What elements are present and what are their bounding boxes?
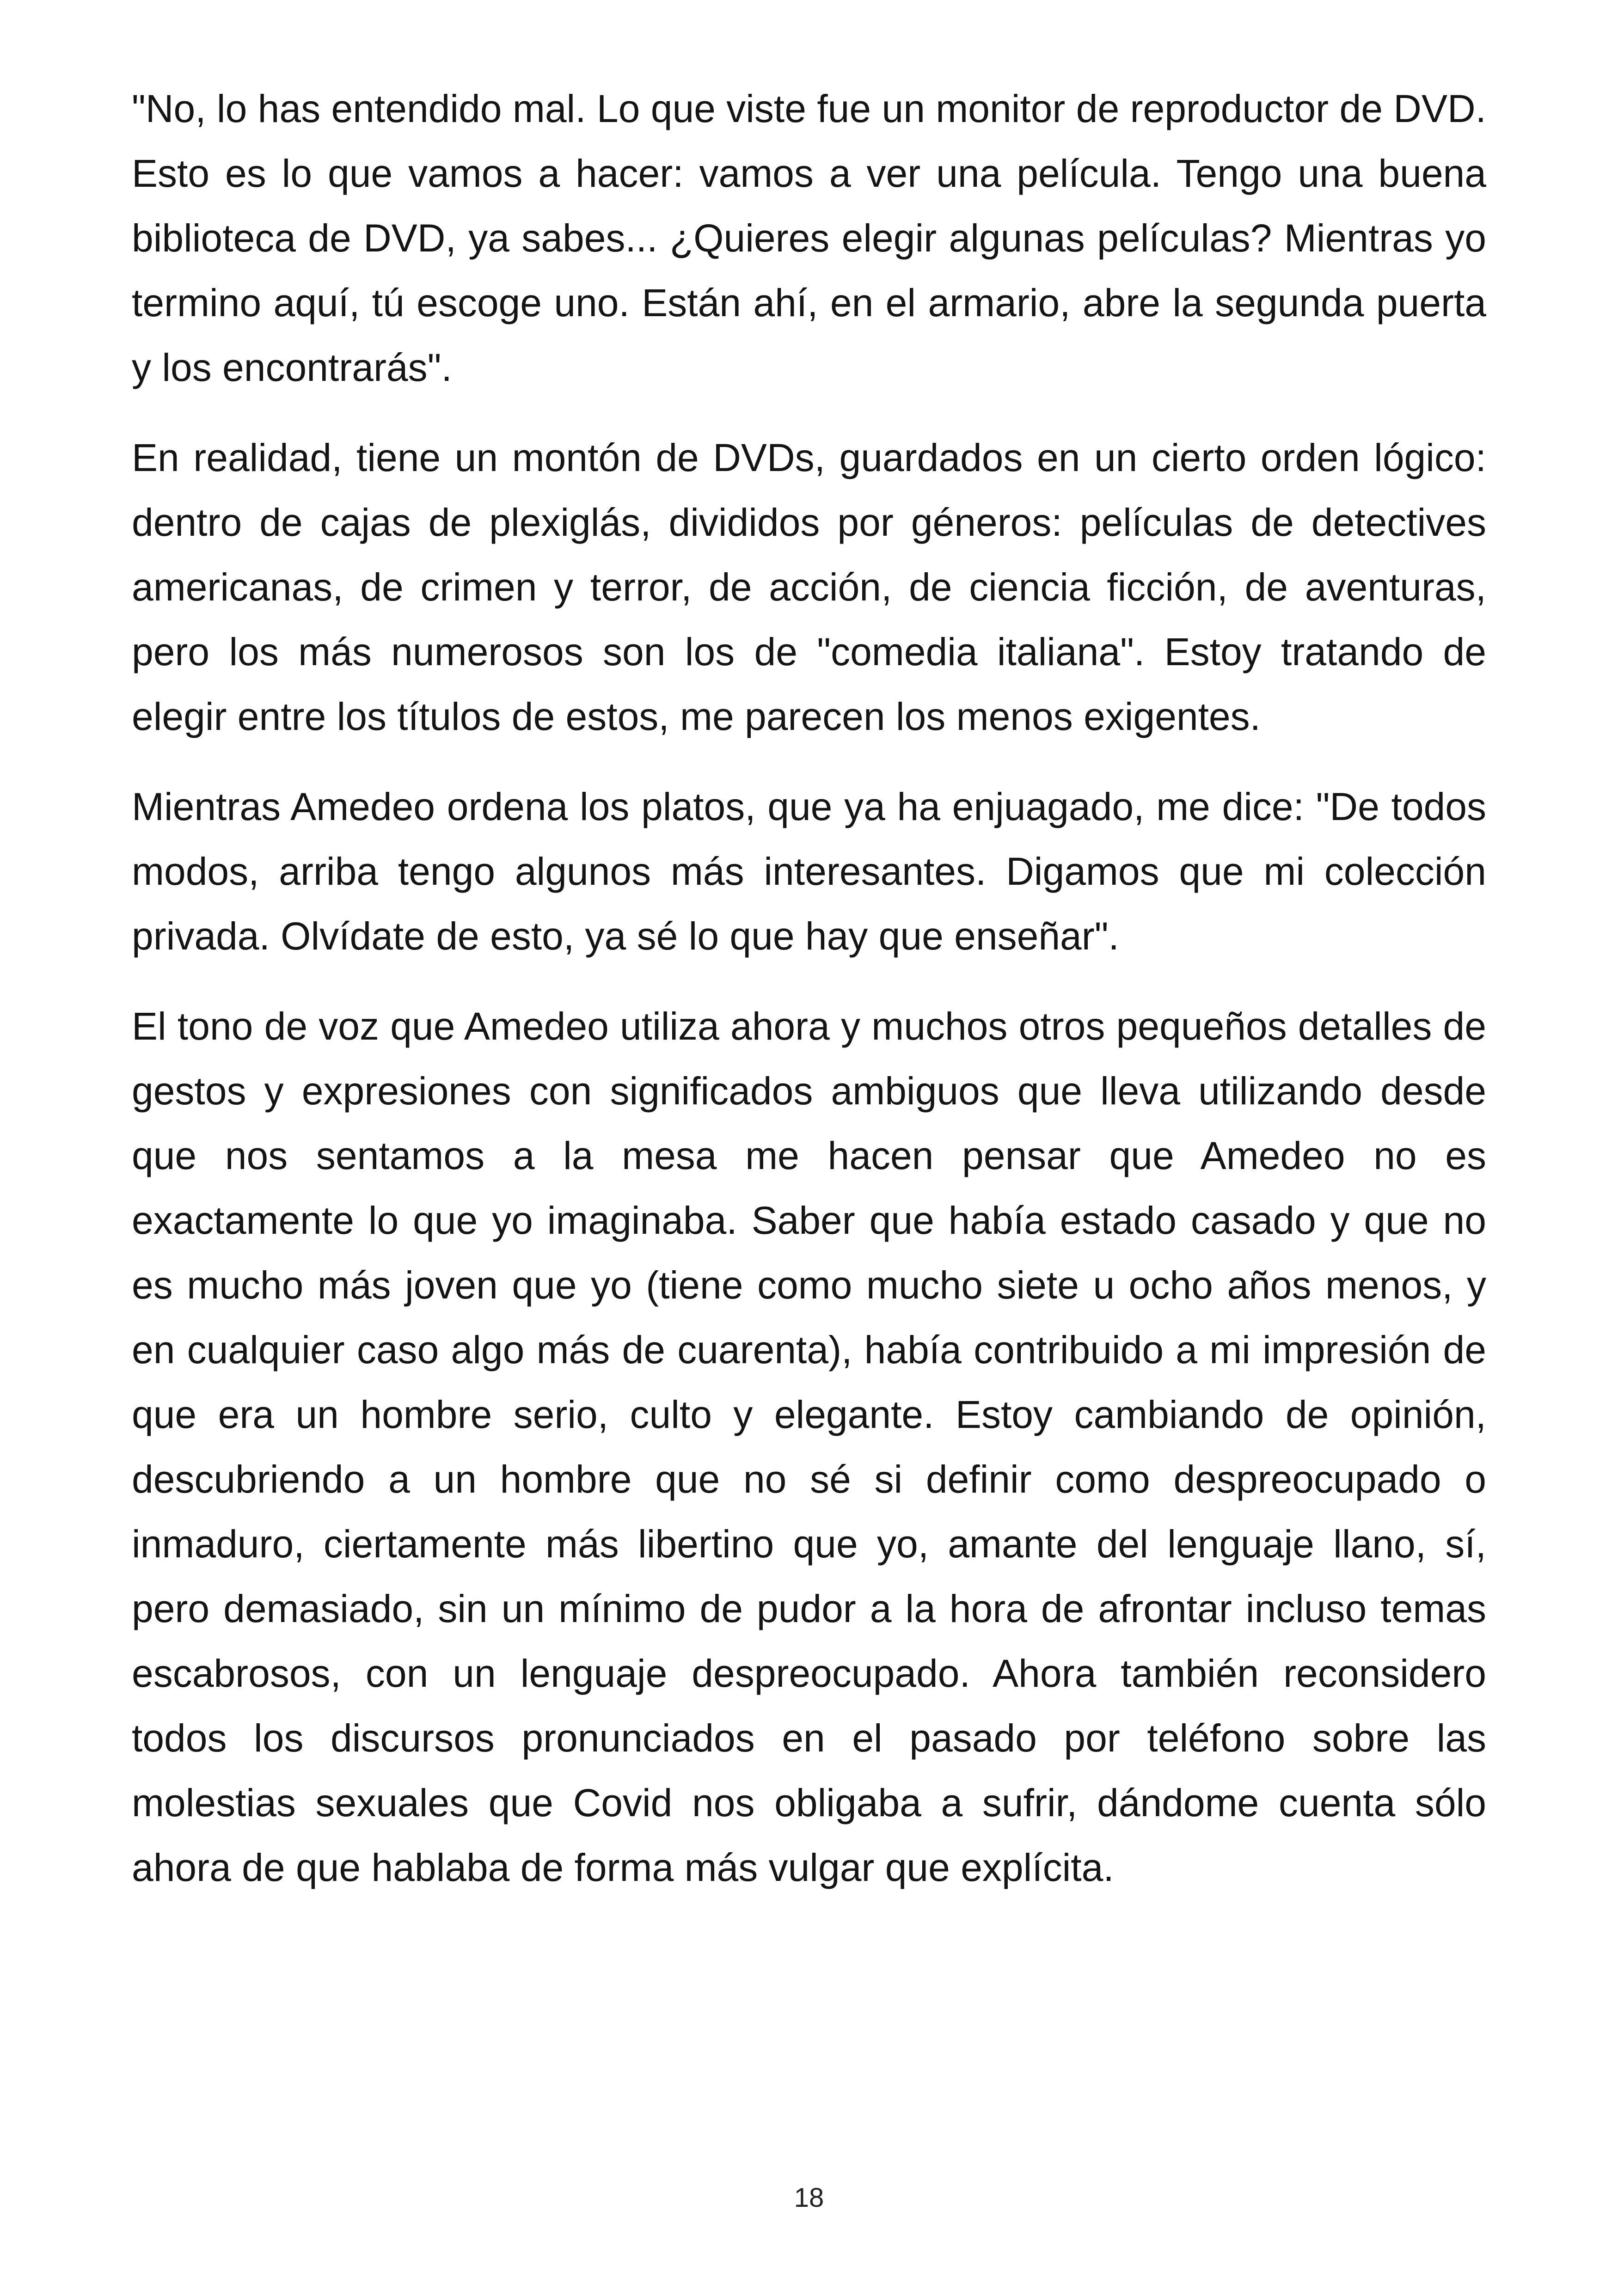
page-body [132, 76, 1486, 1925]
paragraph-1: "No, lo has entendido mal. Lo que viste fue un monitor de reproductor de DVD. Esto es lo que vamos a hacer: vamos a ver una película. Tengo una buena biblioteca de DVD, ya sabes... ¿Quieres elegir algunas películas? Mientras yo termino aquí, tú escoge uno. Están ahí, en el armario, abre la segunda puerta y los encontrarás". [132, 87, 1486, 389]
paragraph-4: El tono de voz que Amedeo utiliza ahora y muchos otros pequeños detalles de gestos y expresiones con significados ambiguos que lleva utilizando desde que nos sentamos a la mesa me hacen pensar que Amedeo no es exactamente lo que yo imaginaba. Saber que había estado casado y que no es mucho más joven que yo (tiene como mucho siete u ocho años menos, y en cualquier caso algo más de cuarenta), había contribuido a mi impresión de que era un hombre serio, culto y elegante. Estoy cambiando de opinión, descubriendo a un hombre que no sé si definir como despreocupado o inmaduro, ciertamente más libertino que yo, amante del lenguaje llano, sí, pero demasiado, sin un mínimo de pudor a la hora de afrontar incluso temas escabrosos, con un lenguaje despreocupado. Ahora también reconsidero todos los discursos pronunciados en el pasado por teléfono sobre las molestias sexuales que Covid nos obligaba a sufrir, dándome cuenta sólo ahora de que hablaba de forma más vulgar que explícita. [132, 1004, 1486, 1889]
paragraph-2: En realidad, tiene un montón de DVDs, guardados en un cierto orden lógico: dentro de cajas de plexiglás, divididos por géneros: películas de detectives americanas, de crimen y terror, de acción, de ciencia ficción, de aventuras, pero los más numerosos son los de "comedia italiana". Estoy tratando de elegir entre los títulos de estos, me parecen los menos exigentes. [132, 436, 1486, 738]
paragraph-3: Mientras Amedeo ordena los platos, que ya ha enjuagado, me dice: "De todos modos, arriba tengo algunos más interesantes. Digamos que mi colección privada. Olvídate de esto, ya sé lo que hay que enseñar". [132, 785, 1486, 958]
page-number: 18 [794, 2183, 824, 2213]
